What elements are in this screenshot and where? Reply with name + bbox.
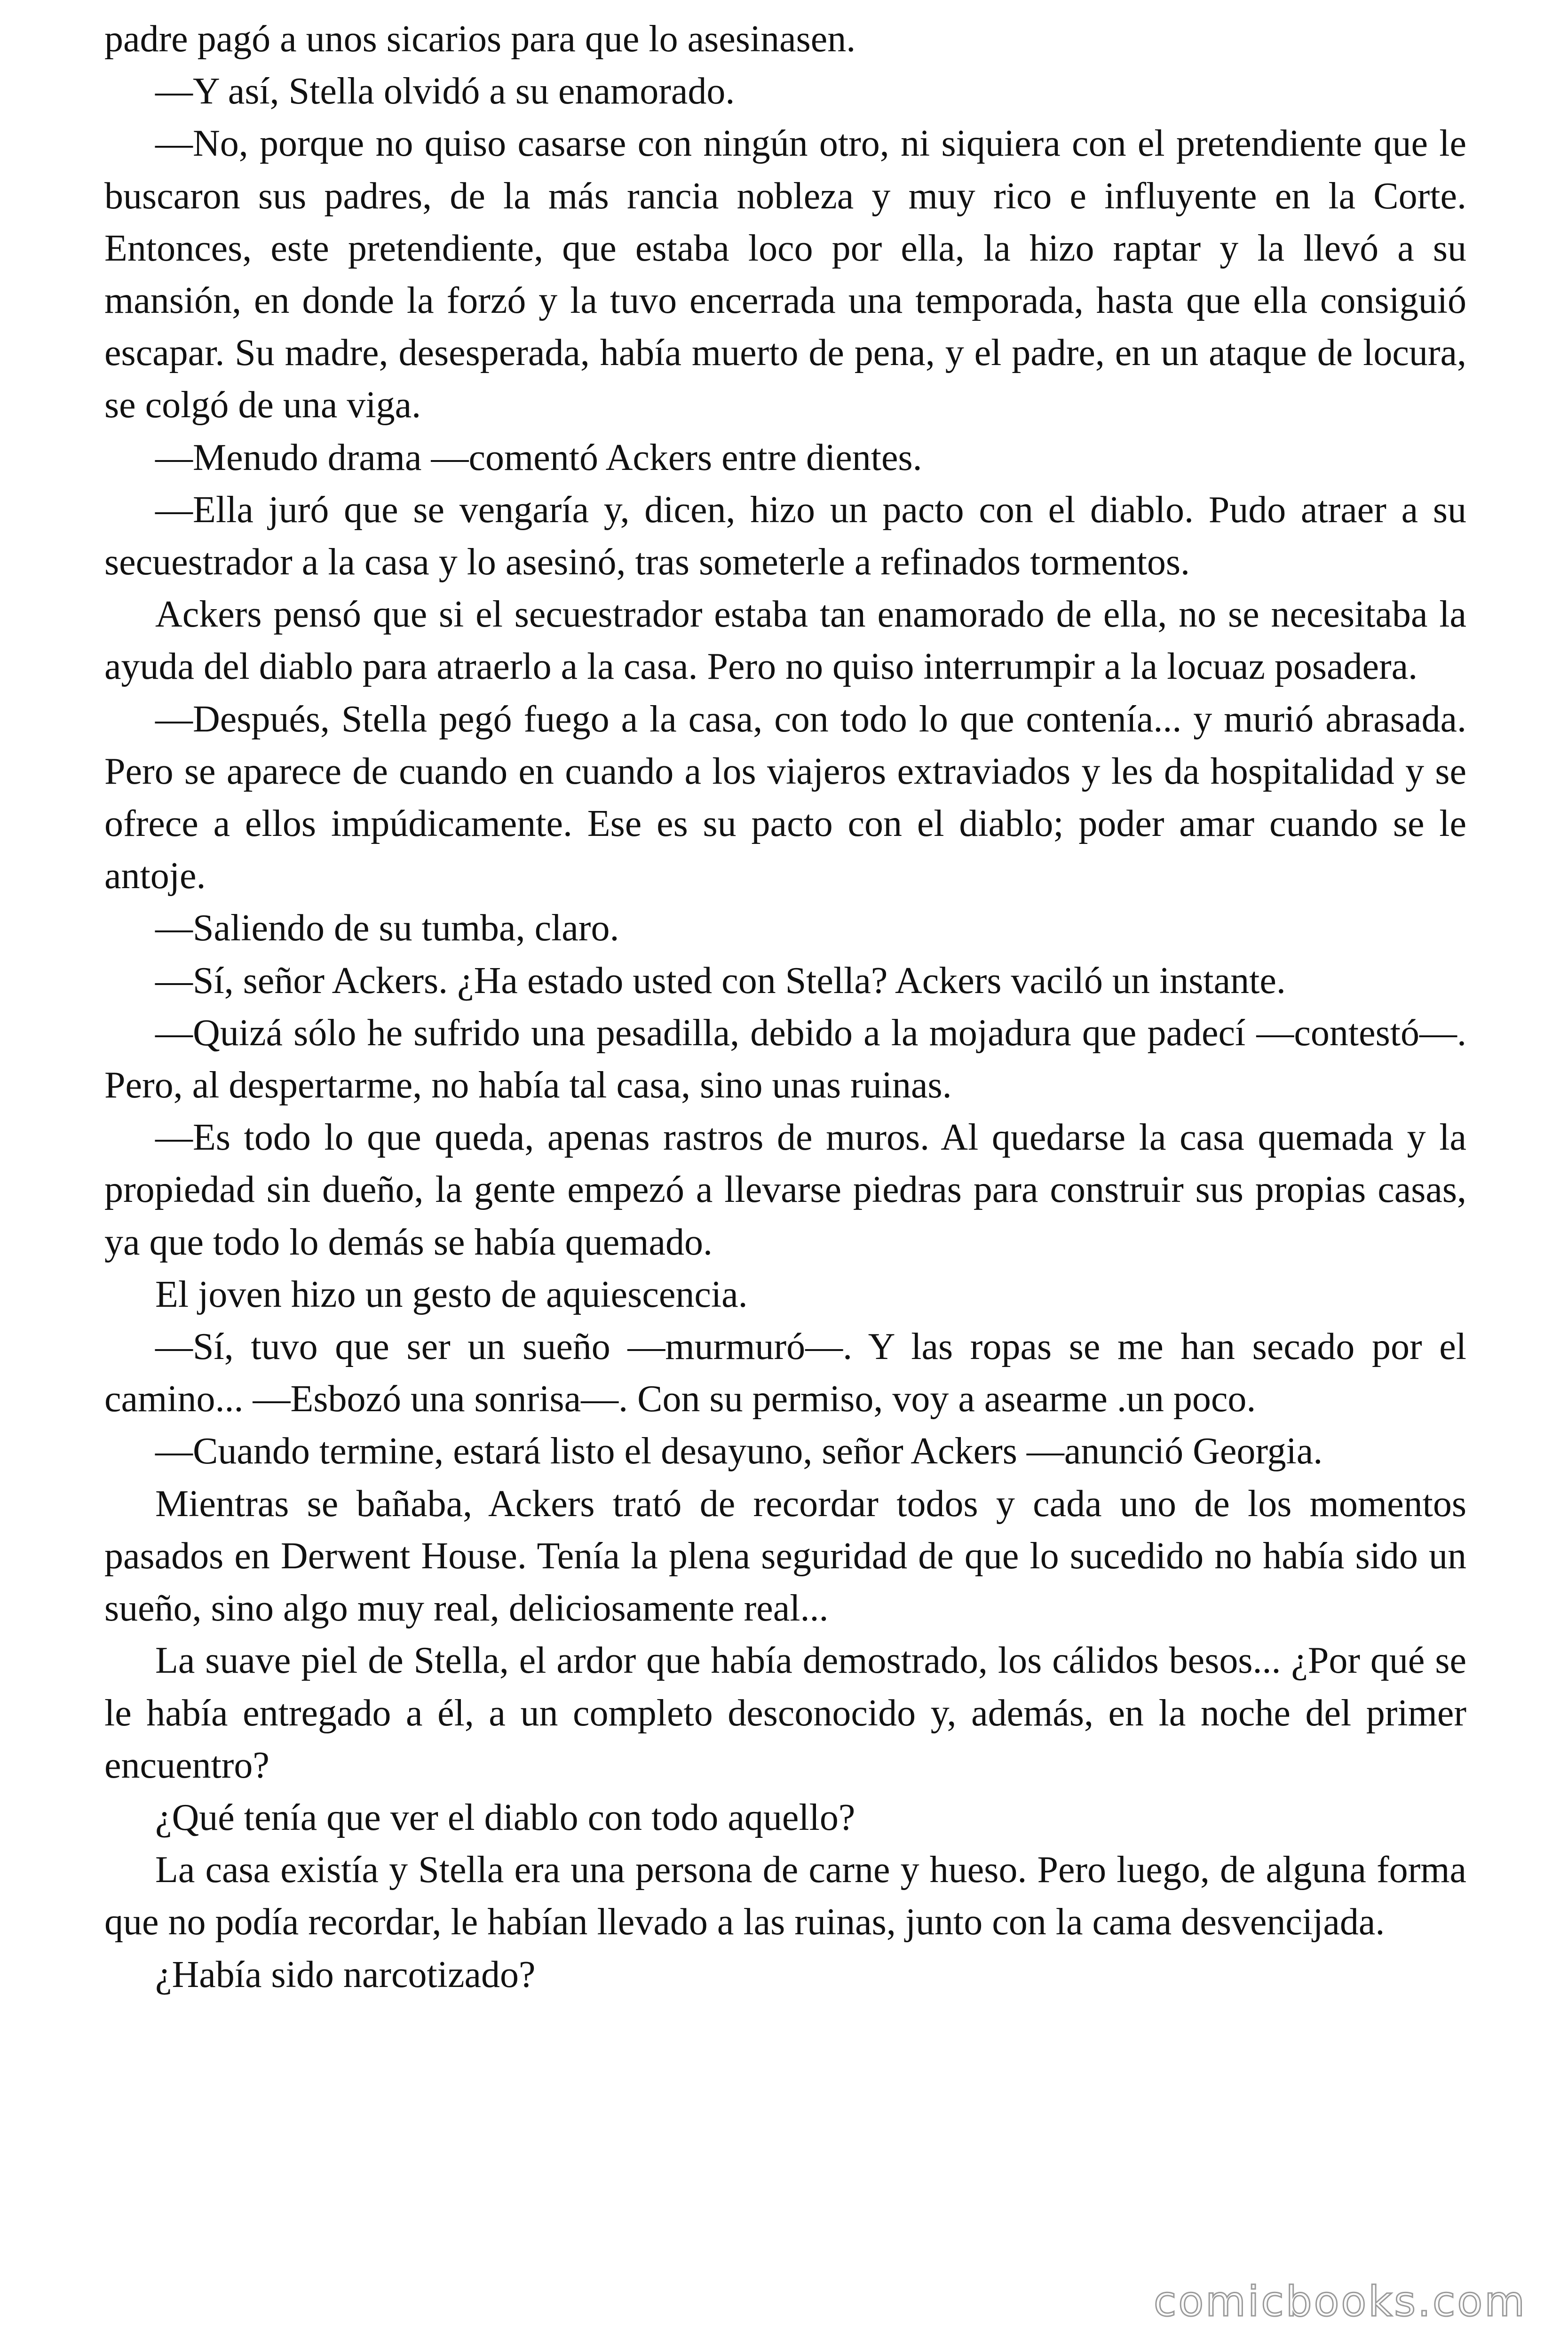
paragraph-17: ¿Qué tenía que ver el diablo con todo aquello?	[155, 1796, 855, 1838]
paragraph-10: —Quizá sólo he sufrido una pesadilla, debido a la mojadura que padecí —contestó—. Pero, al despertarme, no había tal casa, sino unas ruinas.	[104, 1012, 1466, 1106]
watermark: comicbooks.com	[1153, 2277, 1527, 2326]
paragraph-8: —Saliendo de su tumba, claro.	[155, 907, 619, 949]
paragraph-6: Ackers pensó que si el secuestrador estaba tan enamorado de ella, no se necesitaba la ayuda del diablo para atraerlo a la casa. Pero no quiso interrumpir a la locuaz posadera.	[104, 594, 1466, 688]
paragraph-9: —Sí, señor Ackers. ¿Ha estado usted con Stella? Ackers vaciló un instante.	[155, 960, 1286, 1001]
paragraph-13: —Sí, tuvo que ser un sueño —murmuró—. Y las ropas se me han secado por el camino... —Esbozó una sonrisa—. Con su permiso, voy a asearme .un poco.	[104, 1326, 1466, 1420]
paragraph-7: —Después, Stella pegó fuego a la casa, con todo lo que contenía... y murió abrasada. Pero se aparece de cuando en cuando a los viajeros extraviados y les da hospitalidad y se ofrece a ellos impúdicamente. Ese es su pacto con el diablo; poder amar cuando se le antoje.	[104, 698, 1466, 897]
paragraph-1: padre pagó a unos sicarios para que lo asesinasen.	[104, 18, 856, 60]
paragraph-15: Mientras se bañaba, Ackers trató de recordar todos y cada uno de los momentos pasados en Derwent House. Tenía la plena seguridad de que lo sucedido no había sido un sueño, sino algo muy real, deliciosamente real...	[104, 1483, 1466, 1629]
body-text	[104, 13, 1466, 2001]
paragraph-5: —Ella juró que se vengaría y, dicen, hizo un pacto con el diablo. Pudo atraer a su secuestrador a la casa y lo asesinó, tras someterle a refinados tormentos.	[104, 489, 1466, 583]
paragraph-3: —No, porque no quiso casarse con ningún otro, ni siquiera con el pretendiente que le buscaron sus padres, de la más rancia nobleza y muy rico e influyente en la Corte. Entonces, este pretendiente, que estaba loco por ella, la hizo raptar y la llevó a su mansión, en donde la forzó y la tuvo encerrada una temporada, hasta que ella consiguió escapar. Su madre, desesperada, había muerto de pena, y el padre, en un ataque de locura, se colgó de una viga.	[104, 123, 1466, 426]
paragraph-12: El joven hizo un gesto de aquiescencia.	[155, 1273, 748, 1315]
paragraph-4: —Menudo drama —comentó Ackers entre dientes.	[155, 437, 922, 478]
paragraph-16: La suave piel de Stella, el ardor que había demostrado, los cálidos besos... ¿Por qué se le había entregado a él, a un completo desconocido y, además, en la noche del primer encuentro?	[104, 1640, 1466, 1786]
paragraph-11: —Es todo lo que queda, apenas rastros de muros. Al quedarse la casa quemada y la propiedad sin dueño, la gente empezó a llevarse piedras para construir sus propias casas, ya que todo lo demás se había quemado.	[104, 1117, 1466, 1263]
paragraph-19: ¿Había sido narcotizado?	[155, 1954, 536, 1995]
paragraph-2: —Y así, Stella olvidó a su enamorado.	[155, 71, 735, 112]
paragraph-18: La casa existía y Stella era una persona de carne y hueso. Pero luego, de alguna forma que no podía recordar, le habían llevado a las ruinas, junto con la cama desvencijada.	[104, 1849, 1466, 1943]
paragraph-14: —Cuando termine, estará listo el desayuno, señor Ackers —anunció Georgia.	[155, 1430, 1323, 1472]
